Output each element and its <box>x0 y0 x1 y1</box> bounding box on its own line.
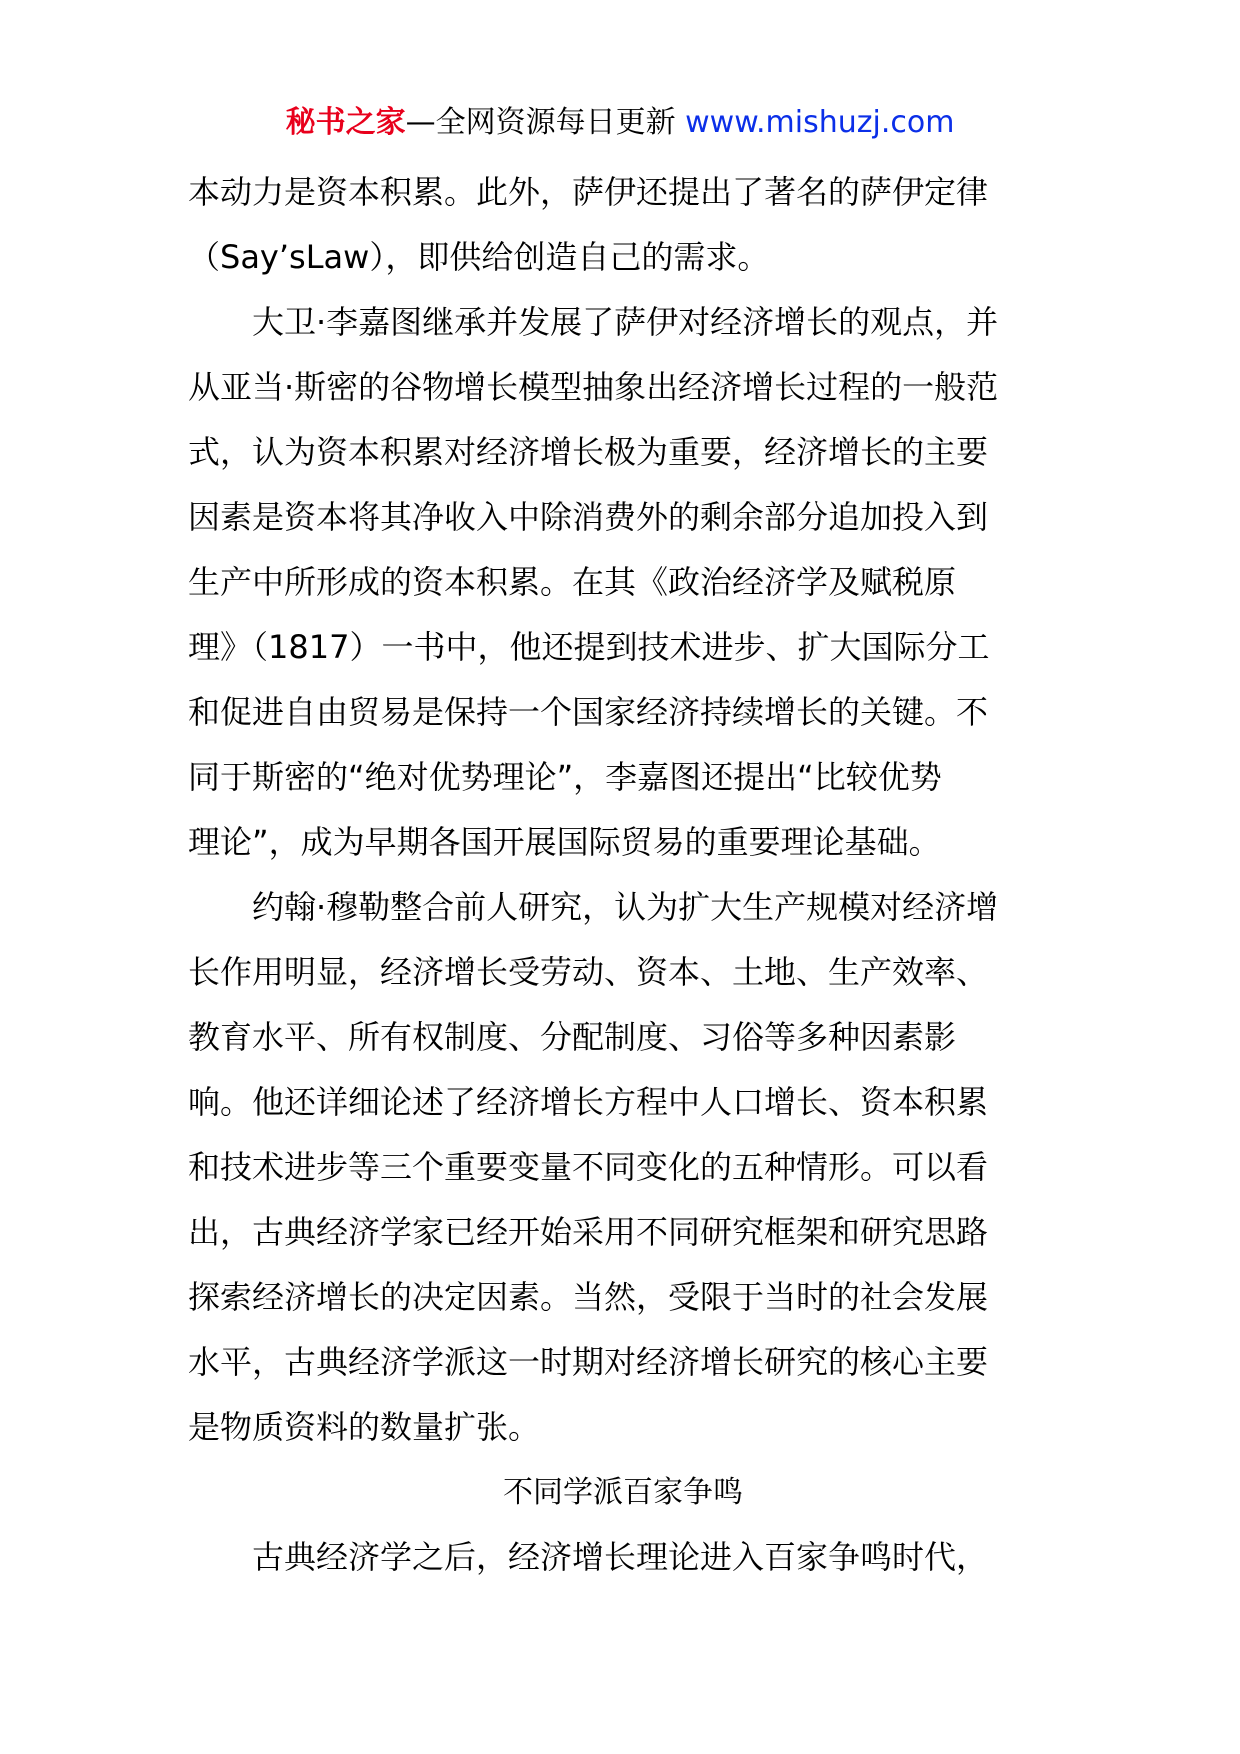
text-line: 生产中所形成的资本积累。在其《政治经济学及赋税原 <box>188 563 957 601</box>
site-url-link[interactable]: www.mishuzj.com <box>685 105 955 140</box>
page-header <box>0 103 1240 143</box>
paragraph-first-line: 古典经济学之后，经济增长理论进入百家争鸣时代， <box>252 1538 989 1576</box>
text-line: 响。他还详细论述了经济增长方程中人口增长、资本积累 <box>188 1083 989 1121</box>
text-line: 长作用明显，经济增长受劳动、资本、土地、生产效率、 <box>188 953 989 991</box>
text-line: 教育水平、所有权制度、分配制度、习俗等多种因素影 <box>188 1018 957 1056</box>
paragraph-first-line: 约翰·穆勒整合前人研究，认为扩大生产规模对经济增 <box>252 888 999 926</box>
text-line: 同于斯密的“绝对优势理论”，李嘉图还提出“比较优势 <box>188 758 942 796</box>
text-line: 和促进自由贸易是保持一个国家经济持续增长的关键。不 <box>188 693 989 731</box>
text-line: 因素是资本将其净收入中除消费外的剩余部分追加投入到 <box>188 498 989 536</box>
text-line: 和技术进步等三个重要变量不同变化的五种情形。可以看 <box>188 1148 989 1186</box>
paragraph-first-line: 大卫·李嘉图继承并发展了萨伊对经济增长的观点，并 <box>252 303 999 341</box>
document-body <box>188 160 1058 1590</box>
text-line: 理论”，成为早期各国开展国际贸易的重要理论基础。 <box>188 823 941 861</box>
section-heading: 不同学派百家争鸣 <box>503 1475 743 1510</box>
site-brand: 秘书之家 <box>285 105 406 140</box>
text-line: 是物质资料的数量扩张。 <box>188 1408 541 1446</box>
site-tagline: —全网资源每日更新 <box>405 105 686 140</box>
text-line: 出，古典经济学家已经开始采用不同研究框架和研究思路 <box>188 1213 989 1251</box>
text-line: 水平，古典经济学派这一时期对经济增长研究的核心主要 <box>188 1343 989 1381</box>
text-line: 从亚当·斯密的谷物增长模型抽象出经济增长过程的一般范 <box>188 368 999 406</box>
text-line: 式，认为资本积累对经济增长极为重要，经济增长的主要 <box>188 433 989 471</box>
text-line: 理》（1817）一书中，他还提到技术进步、扩大国际分工 <box>188 628 990 666</box>
text-line: （Say’sLaw），即供给创造自己的需求。 <box>188 238 770 276</box>
text-line: 探索经济增长的决定因素。当然，受限于当时的社会发展 <box>188 1278 989 1316</box>
text-line: 本动力是资本积累。此外，萨伊还提出了著名的萨伊定律 <box>188 173 989 211</box>
